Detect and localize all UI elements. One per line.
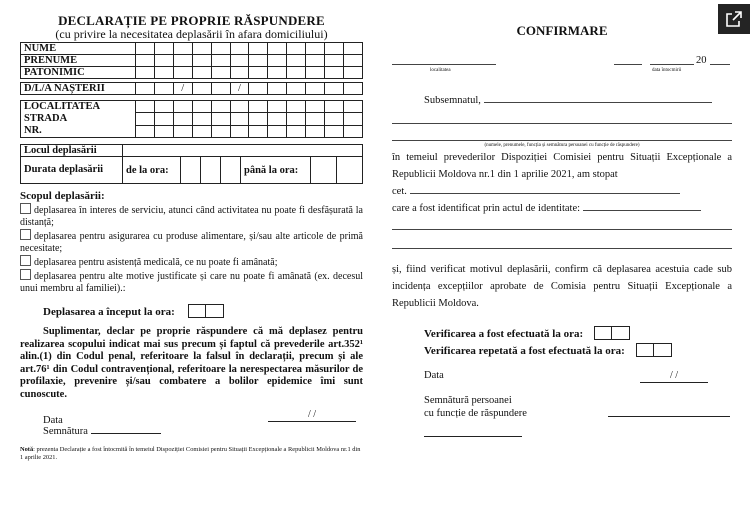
pana-la-label: până la ora: <box>241 157 311 184</box>
option-other[interactable]: deplasarea pentru alte motive justificate și care nu poate fi amânată (ex. decesul unui membru al familiei).: <box>20 271 363 294</box>
date-field[interactable]: / / <box>268 410 356 422</box>
locul-field[interactable] <box>123 145 363 157</box>
month-field[interactable] <box>650 64 694 65</box>
name-line[interactable] <box>392 115 732 124</box>
table-row <box>21 43 363 55</box>
identity-field[interactable] <box>583 200 701 211</box>
declaration-column <box>20 14 363 462</box>
data-label: Data <box>43 415 63 426</box>
legal-paragraph: în temeiul prevederilor Dispoziției Comisiei pentru Situații Excepționale a Republicii Moldova nr.1 din 1 aprilie 2021, am stopat <box>392 152 732 180</box>
patronimic-label: PATONIMIC <box>21 67 136 79</box>
open-external-icon <box>726 11 742 27</box>
official-name-field[interactable] <box>424 436 522 437</box>
checkbox[interactable] <box>20 269 31 280</box>
checkbox[interactable] <box>20 203 31 214</box>
de-la-label: de la ora: <box>123 157 181 184</box>
strada-label: STRADA <box>24 113 68 124</box>
option-service[interactable]: deplasarea în interes de serviciu, atunci când activitatea nu poate fi desfășurată la distanță; <box>20 205 363 228</box>
day-field[interactable] <box>614 64 642 65</box>
year-field[interactable] <box>710 64 730 65</box>
localitatea-field[interactable] <box>392 64 496 65</box>
verif2-time-field[interactable] <box>636 343 672 357</box>
localitate-label: LOCALITATEA <box>24 101 101 112</box>
birth-label: D/L/A NAȘTERII <box>21 83 136 95</box>
note: Notă: prezenta Declarație a fost întocmită în temeiul Dispoziției Comisiei pentru Situații Excepționale a Republicii Moldova nr.1 din 1 aprilie 2021. <box>20 446 361 461</box>
date-row <box>20 409 363 426</box>
year-prefix: 20 <box>696 55 707 66</box>
durata-label: Durata deplasării <box>21 157 123 184</box>
started-row <box>43 304 363 319</box>
checkbox[interactable] <box>20 229 31 240</box>
semnatura-label: Semnătura <box>43 426 88 437</box>
signature-field[interactable] <box>91 423 161 434</box>
sem-label-1: Semnătură persoanei <box>424 395 512 406</box>
semnatura-row <box>43 423 363 438</box>
data-intocmirii-caption: data întocmirii <box>652 68 682 73</box>
travel-table <box>20 144 363 184</box>
prenume-label: PRENUME <box>21 55 136 67</box>
verif2-row <box>424 343 732 360</box>
cet-field[interactable] <box>410 183 680 194</box>
birth-sep: / <box>230 83 249 95</box>
confirmation-column <box>392 14 732 437</box>
verif1-label: Verificarea a fost efectuată la ora: <box>424 328 584 340</box>
localitatea-caption: localitatea <box>430 68 451 73</box>
table-row <box>21 67 363 79</box>
started-time-field[interactable] <box>188 304 224 318</box>
table-row <box>21 145 363 157</box>
table-row <box>21 157 363 184</box>
option-medical[interactable]: deplasarea pentru asistență medicală, ce nu poate fi amânată; <box>20 255 363 269</box>
locul-label: Locul deplasării <box>21 145 123 157</box>
subsemnatul-field[interactable] <box>484 92 712 103</box>
started-label: Deplasarea a început la ora: <box>43 306 175 318</box>
names-caption: (numele, prenumele, funcția și semnătura persoanei cu funcție de răspundere) <box>484 143 640 148</box>
identity-line[interactable] <box>392 240 732 249</box>
cet-row <box>392 183 732 200</box>
checkbox[interactable] <box>20 255 31 266</box>
verif1-time-field[interactable] <box>594 326 630 340</box>
scop-title: Scopul deplasării: <box>20 190 105 202</box>
official-signature-field[interactable] <box>608 416 730 417</box>
identity-line[interactable] <box>392 221 732 230</box>
open-external-button[interactable] <box>718 4 750 34</box>
verif2-label: Verificarea repetată a fost efectuată la ora: <box>424 345 625 357</box>
confirm-date-field[interactable]: / / <box>640 370 708 383</box>
nr-label: NR. <box>24 125 42 136</box>
subsemnatul-row <box>392 92 732 109</box>
identity-label: care a fost identificat prin actul de identitate: <box>392 203 581 214</box>
option-food[interactable]: deplasarea pentru asigurarea cu produse alimentare, și/sau alte articole de primă necesitate; <box>20 231 363 254</box>
data-label: Data <box>424 370 444 381</box>
sem-label-2: cu funcție de răspundere <box>424 408 527 419</box>
verif1-row <box>424 326 732 343</box>
name-line[interactable] <box>392 132 732 141</box>
birth-sep: / <box>173 83 192 95</box>
declaration-title: DECLARAȚIE PE PROPRIE RĂSPUNDERE <box>58 13 325 28</box>
identity-row <box>392 200 732 217</box>
confirm-paragraph: și, fiind verificat motivul deplasării, confirm că deplasarea acestuia cade sub incidența excepțiilor aprobate de Comisia pentru Situații Excepționale a Republicii Moldova. <box>392 264 732 309</box>
cet-label: cet. <box>392 186 407 197</box>
identity-table <box>20 42 363 138</box>
subsemnatul-label: Subsemnatul, <box>424 95 481 106</box>
declaration-text: Suplimentar, declar pe proprie răspundere că mă deplasez pentru realizarea scopului indicat mai sus precum și faptul că prevederile art.352¹ alin.(1) din Codul penal, referitoare la falsul în declarații, precum și ale art.76¹ din Codul contravențional, referitoare la nerespectarea măsurilor de profilaxie, prevenire și/sau combatere a bolilor epidemice îmi sunt cunoscute. <box>20 326 363 400</box>
table-row <box>21 101 363 113</box>
nume-label: NUME <box>21 43 136 55</box>
declaration-subtitle: (cu privire la necesitatea deplasării în afara domiciliului) <box>55 27 328 41</box>
table-row <box>21 55 363 67</box>
confirmation-title: CONFIRMARE <box>516 23 608 38</box>
table-row <box>21 83 363 95</box>
